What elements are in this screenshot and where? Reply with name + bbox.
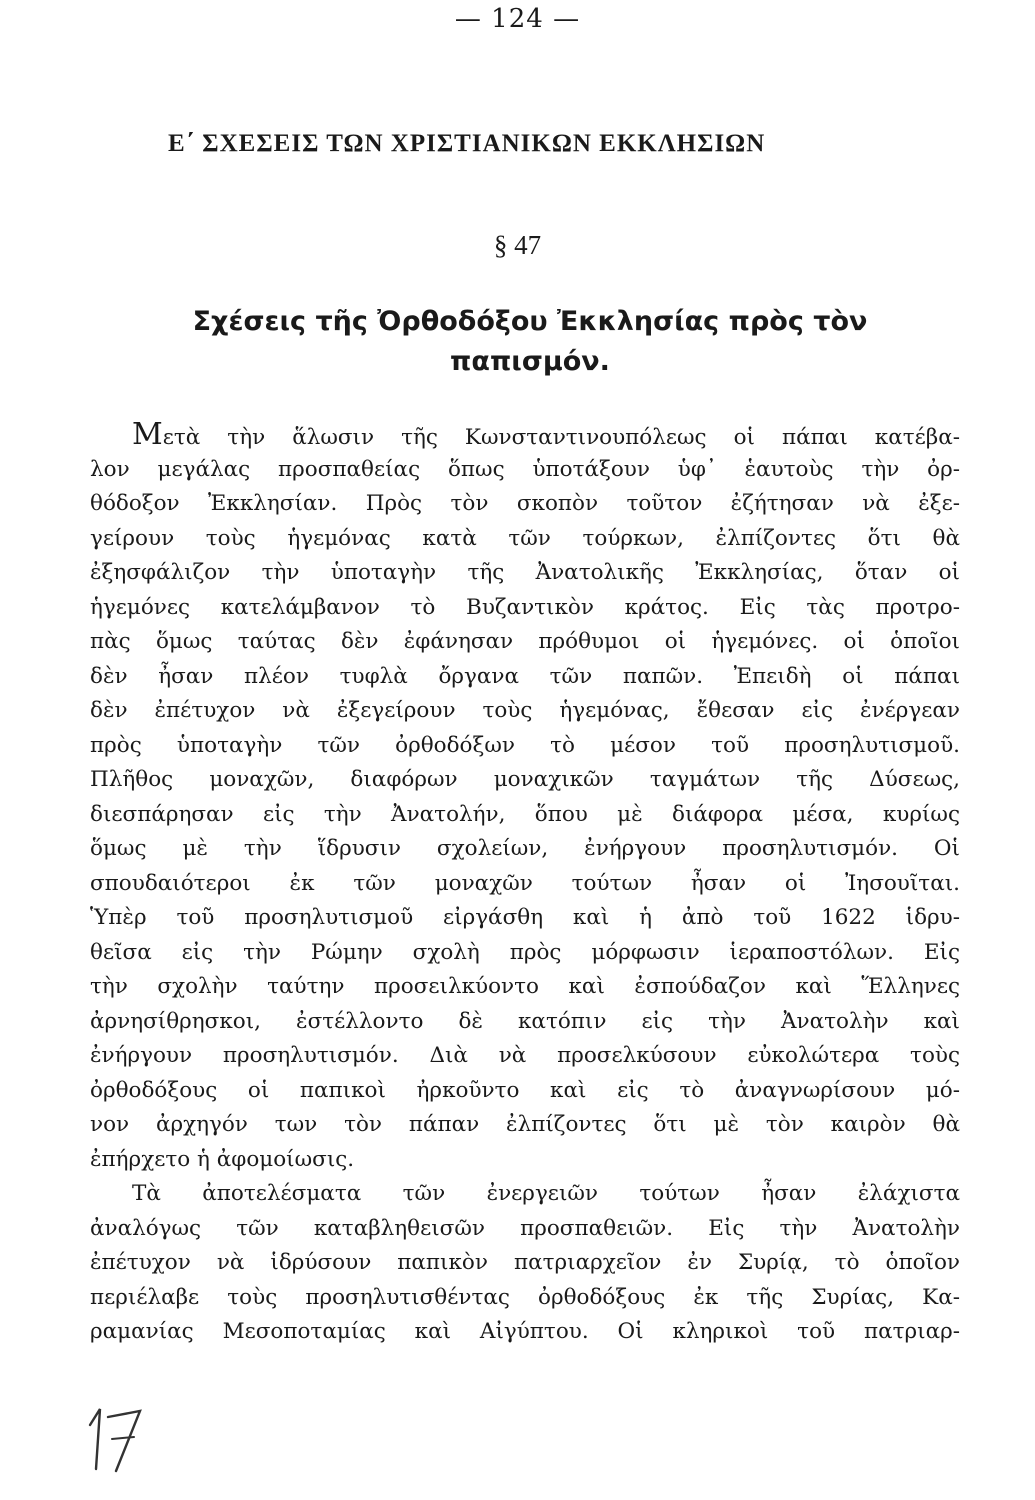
text-line: ἐνήργουν προσηλυτισμόν. Διὰ νὰ προσελκύσουν εὐκολώτερα τοὺς [90, 1043, 960, 1068]
text-line: δὲν ἦσαν πλέον τυφλὰ ὄργανα τῶν παπῶν. Ἐπειδὴ οἱ πάπαι [90, 663, 960, 689]
text-line: θεῖσα εἰς τὴν Ρώμην σχολὴ πρὸς μόρφωσιν ἱεραποστόλων. Εἰς [90, 939, 960, 965]
text-line: Τὰ ἀποτελέσματα τῶν ἐνεργειῶν τούτων ἦσαν ἐλάχιστα [132, 1181, 960, 1206]
text-line: ἐξησφάλιζον τὴν ὑποταγὴν τῆς Ἀνατολικῆς Ἐκκλησίας, ὅταν οἱ [90, 560, 960, 585]
section-title-line-1: Σχέσεις τῆς Ὀρθοδόξου Ἐκκλησίας πρὸς τὸν [192, 306, 868, 337]
text-line: ἐπέτυχον νὰ ἱδρύσουν παπικὸν πατριαρχεῖον ἐν Συρίᾳ, τὸ ὁποῖον [90, 1250, 960, 1275]
section-title [150, 302, 910, 382]
section-title-line-2: παπισμόν. [450, 346, 610, 377]
text-line: ἡγεμόνες κατελάμβανον τὸ Βυζαντικὸν κράτος. Εἰς τὰς προτρο- [90, 594, 960, 620]
handwritten-margin-note [78, 1395, 148, 1475]
paragraph-1 [90, 418, 960, 1177]
text-line: Ὑπὲρ τοῦ προσηλυτισμοῦ εἰργάσθη καὶ ἡ ἀπὸ τοῦ 1622 ἱδρυ- [90, 905, 960, 930]
paragraph-2 [90, 1177, 960, 1350]
text-line: πὰς ὅμως ταύτας δὲν ἐφάνησαν πρόθυμοι οἱ ἡγεμόνες. οἱ ὁποῖοι [90, 629, 960, 654]
drop-cap: Μ [132, 417, 163, 452]
text-line: νον ἀρχηγόν των τὸν πάπαν ἐλπίζοντες ὅτι μὲ τὸν καιρὸν θὰ [90, 1112, 960, 1137]
text-line: ὀρθοδόξους οἱ παπικοὶ ἠρκοῦντο καὶ εἰς τὸ ἀναγνωρίσουν μό- [90, 1077, 960, 1103]
text-line: ἀναλόγως τῶν καταβληθεισῶν προσπαθειῶν. Εἰς τὴν Ἀνατολὴν [90, 1215, 960, 1241]
body-text [90, 418, 960, 1350]
text-line: πρὸς ὑποταγὴν τῶν ὀρθοδόξων τὸ μέσον τοῦ προσηλυτισμοῦ. [90, 732, 960, 758]
text-line: διεσπάρησαν εἰς τὴν Ἀνατολήν, ὅπου μὲ διάφορα μέσα, κυρίως [90, 801, 960, 827]
page-number: — 124 — [454, 4, 581, 34]
text-line: Μετὰ τὴν ἅλωσιν τῆς Κωνσταντινουπόλεως οἱ πάπαι κατέβα- [132, 417, 960, 452]
text-line: σπουδαιότεροι ἐκ τῶν μοναχῶν τούτων ἦσαν οἱ Ἰησουῖται. [90, 870, 960, 896]
text-line: ἐπήρχετο ἡ ἀφομοίωσις. [90, 1146, 355, 1172]
text-line: λον μεγάλας προσπαθείας ὅπως ὑποτάξουν ὑφ᾿ ἑαυτοὺς τὴν ὀρ- [90, 456, 960, 482]
text-line: ραμανίας Μεσοποταμίας καὶ Αἰγύπτου. Οἱ κληρικοὶ τοῦ πατριαρ- [90, 1319, 960, 1344]
text-line: δὲν ἐπέτυχον νὰ ἐξεγείρουν τοὺς ἡγεμόνας, ἔθεσαν εἰς ἐνέργεαν [90, 698, 960, 723]
text-line: τὴν σχολὴν ταύτην προσειλκύοντο καὶ ἐσπούδαζον καὶ Ἕλληνες [90, 974, 960, 999]
chapter-heading: Ε΄ ΣΧΕΣΕΙΣ ΤΩΝ ΧΡΙΣΤΙΑΝΙΚΩΝ ΕΚΚΛΗΣΙΩΝ [168, 130, 766, 157]
section-number: § 47 [493, 230, 542, 260]
text-line: ἀρνησίθρησκοι, ἐστέλλοντο δὲ κατόπιν εἰς τὴν Ἀνατολὴν καὶ [90, 1008, 960, 1034]
text-line: γείρουν τοὺς ἡγεμόνας κατὰ τῶν τούρκων, ἐλπίζοντες ὅτι θὰ [90, 525, 960, 551]
text-line: Πλῆθος μοναχῶν, διαφόρων μοναχικῶν ταγμάτων τῆς Δύσεως, [90, 767, 960, 792]
text-line: περιέλαβε τοὺς προσηλυτισθέντας ὀρθοδόξους ἐκ τῆς Συρίας, Κα- [90, 1284, 960, 1310]
text-line: ὅμως μὲ τὴν ἵδρυσιν σχολείων, ἐνήργουν προσηλυτισμόν. Οἱ [90, 836, 960, 861]
text-line: θόδοξον Ἐκκλησίαν. Πρὸς τὸν σκοπὸν τοῦτον ἐζήτησαν νὰ ἐξε- [90, 491, 960, 516]
